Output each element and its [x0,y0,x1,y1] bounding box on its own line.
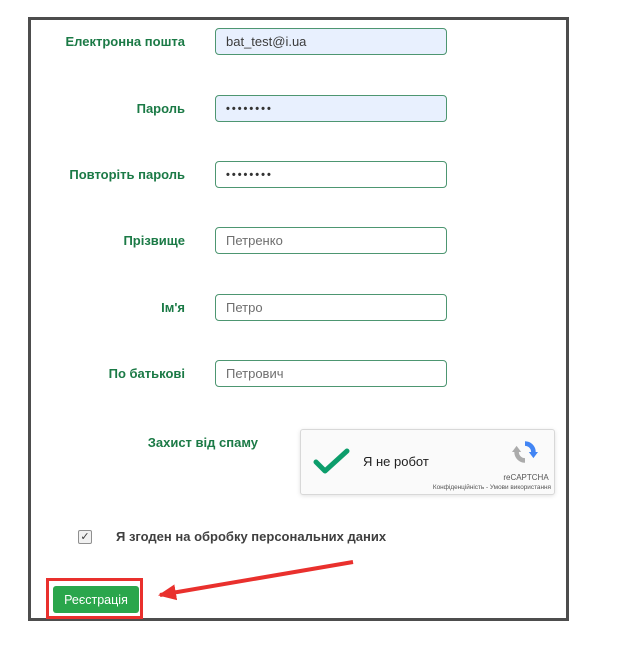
password-input[interactable] [215,95,447,122]
register-button[interactable]: Реєстрація [53,586,139,613]
consent-label: Я згоден на обробку персональних даних [116,529,387,544]
form-row-captcha [31,429,566,495]
lastname-label: Прізвище [123,233,185,248]
patronymic-label: По батькові [108,366,185,381]
email-input[interactable] [215,28,447,55]
recaptcha-privacy-terms-links[interactable]: Конфіденційність - Умови використання [432,484,551,491]
consent-checkbox[interactable] [78,530,92,544]
registration-form [28,17,569,621]
email-label: Електронна пошта [65,34,185,49]
repeat-password-label: Повторіть пароль [69,167,185,182]
recaptcha-widget[interactable] [300,429,555,495]
recaptcha-brand-text: reCAPTCHA [503,473,549,482]
lastname-input[interactable] [215,227,447,254]
form-row-firstname [31,294,566,321]
repeat-password-input[interactable] [215,161,447,188]
firstname-input[interactable] [215,294,447,321]
captcha-label: Захист від спаму [147,435,258,450]
form-row-password [31,95,566,122]
checkmark-icon: ✓ [80,531,90,543]
patronymic-input[interactable] [215,360,447,387]
recaptcha-logo-icon [512,439,538,470]
form-row-email [31,28,566,55]
form-row-lastname [31,227,566,254]
form-row-patronymic [31,360,566,387]
recaptcha-checkbox-label: Я не робот [363,454,429,469]
firstname-label: Ім'я [161,300,185,315]
form-row-repeat-password [31,161,566,188]
password-label: Пароль [136,101,185,116]
recaptcha-checkmark-icon[interactable] [313,448,351,480]
